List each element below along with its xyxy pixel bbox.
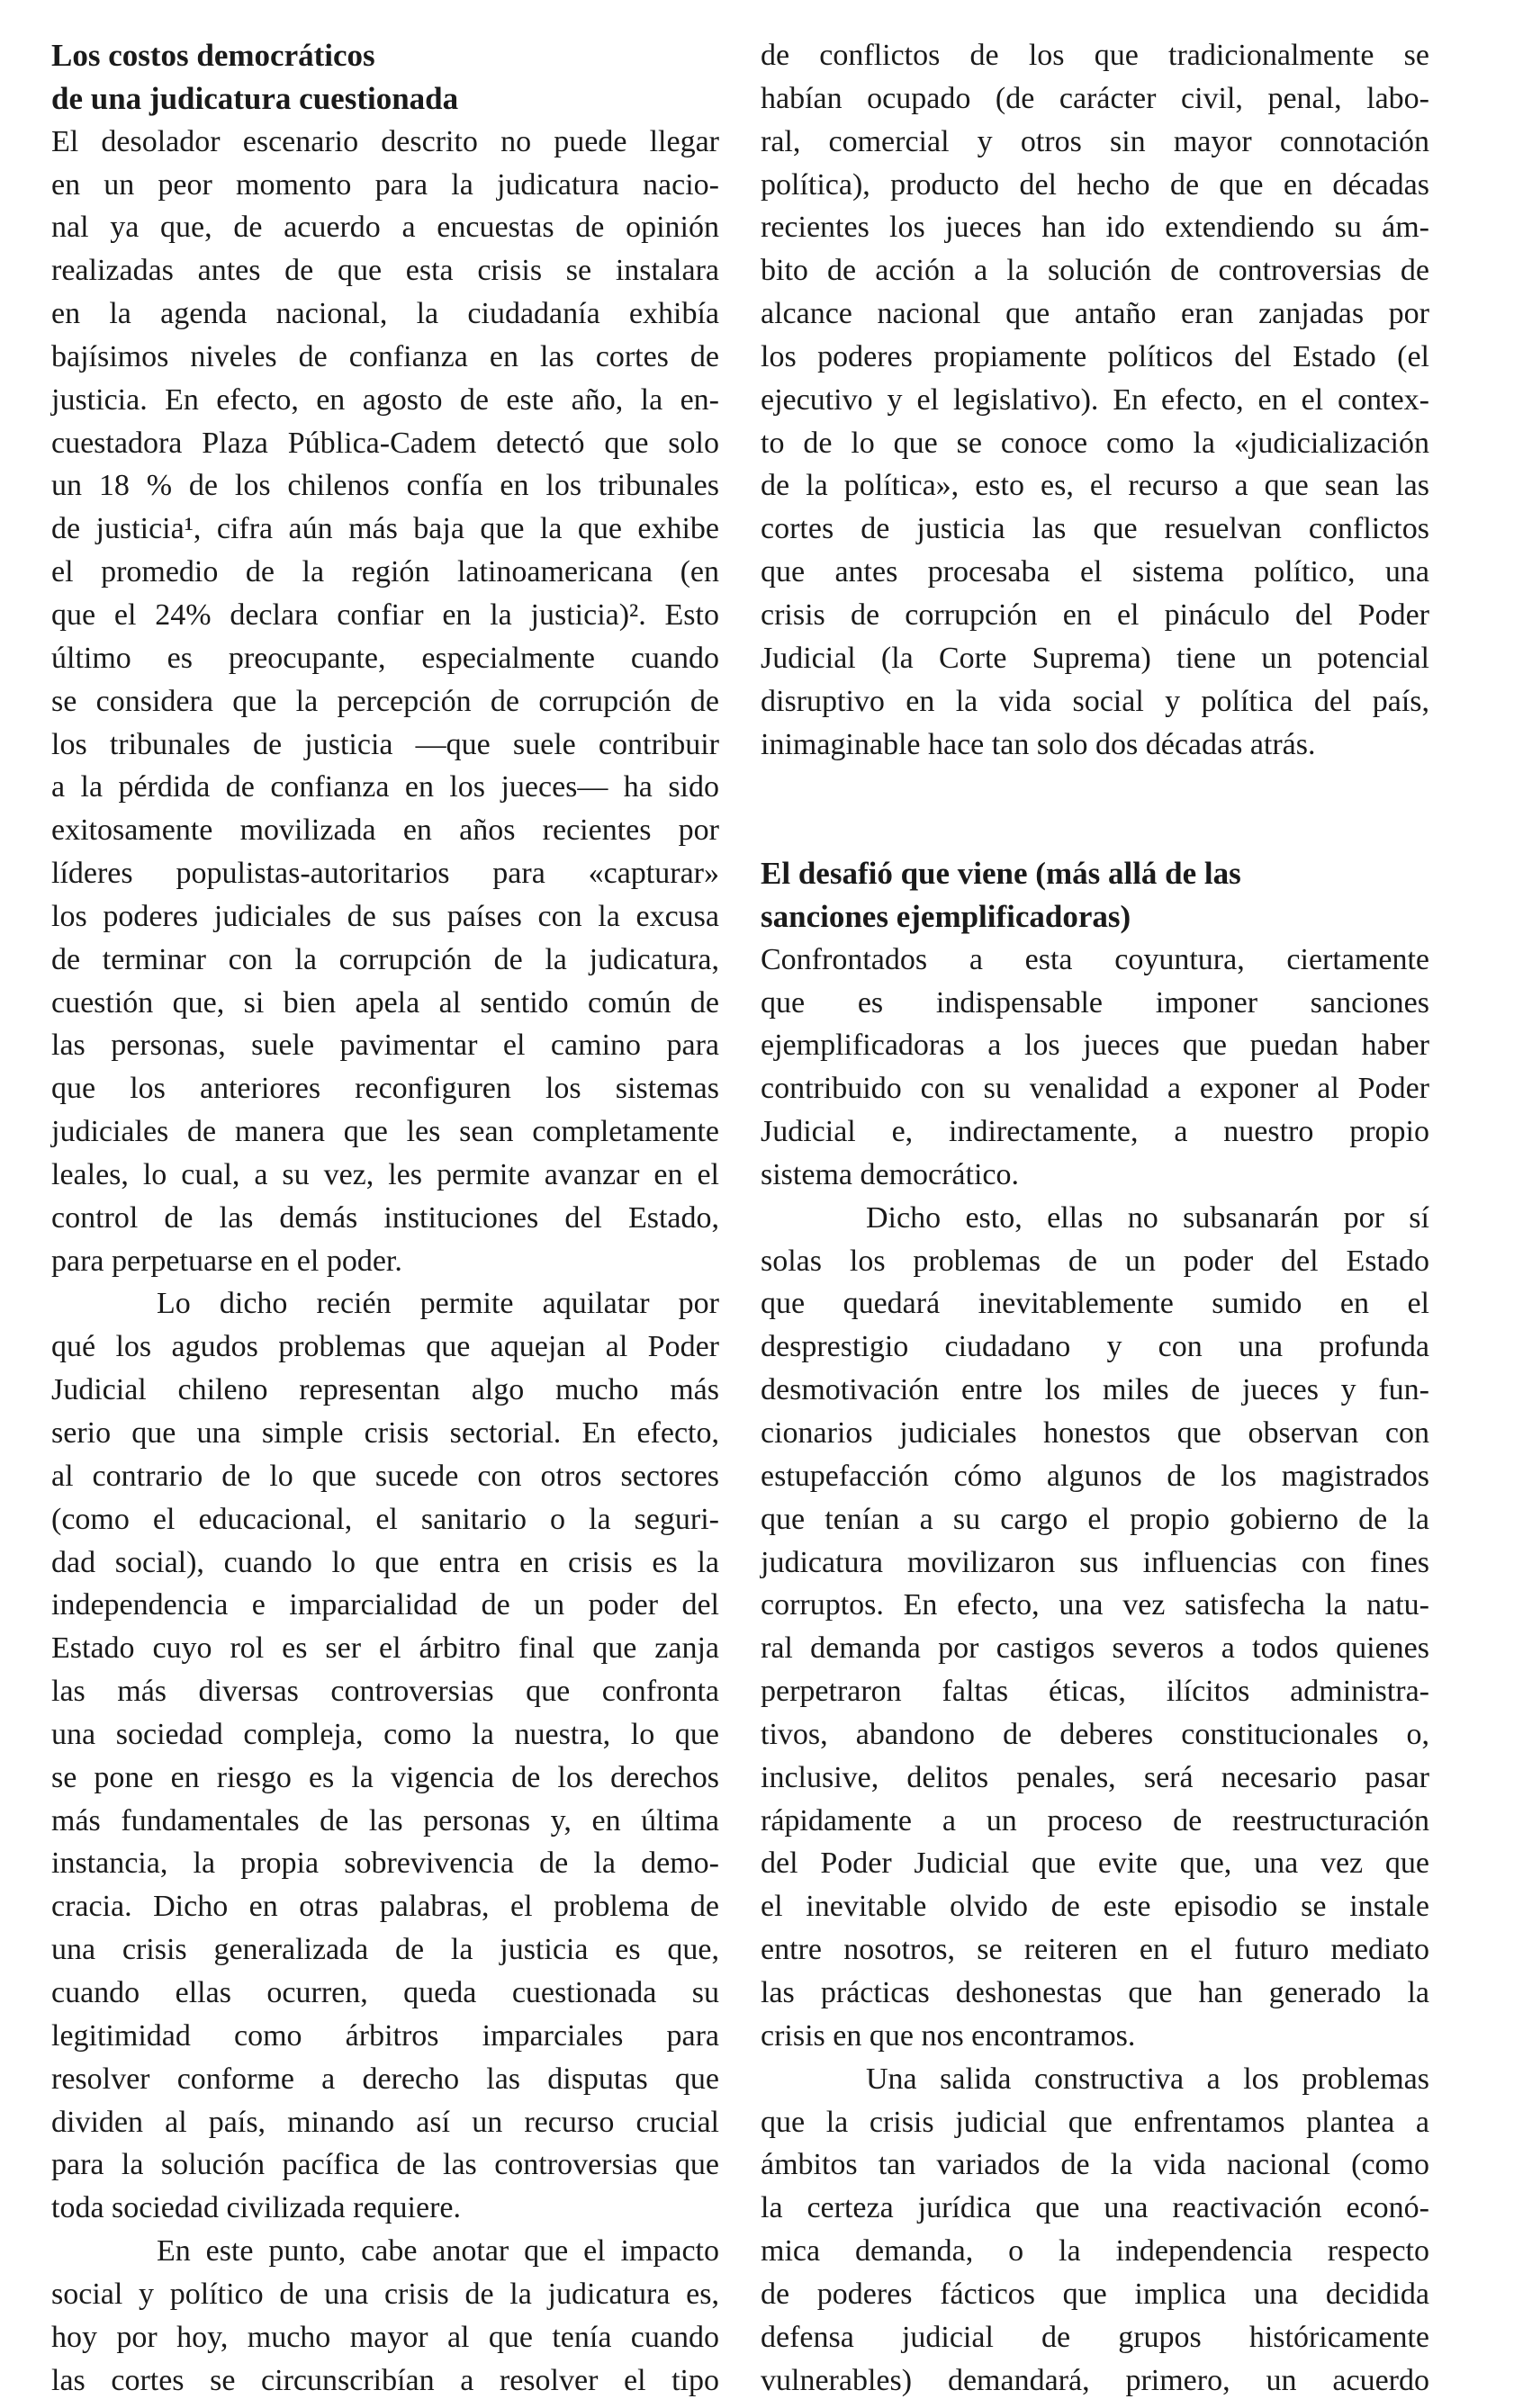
text-line (761, 982, 1429, 1025)
text-line (761, 1928, 1429, 1972)
line-text: desprestigio ciudadano y con una profunda (761, 1330, 1429, 1364)
line-text: bajísimos niveles de confianza en las cortes de (51, 339, 719, 373)
line-text: Judicial chileno representan algo mucho más (51, 1373, 719, 1407)
line-text: vulnerables) demandará, primero, un acuerdo (761, 2363, 1429, 2397)
line-text: a la pérdida de confianza en los jueces— ha sido (51, 770, 719, 804)
text-line (51, 336, 719, 379)
paragraph (51, 2230, 719, 2402)
text-line (51, 121, 719, 164)
line-text: para perpetuarse en el poder. (51, 1244, 402, 1278)
line-text: justicia. En efecto, en agosto de este año, la en- (51, 382, 719, 417)
line-text: independencia e imparcialidad de un poder del (51, 1588, 719, 1622)
line-text: se considera que la percepción de corrupción de (51, 684, 719, 718)
text-line (51, 1067, 719, 1110)
text-line (51, 1757, 719, 1800)
text-line (761, 1154, 1429, 1197)
line-text: sanciones ejemplificadoras) (761, 898, 1131, 934)
line-text: de poderes fácticos que implica una decidida (761, 2277, 1429, 2311)
text-line (761, 551, 1429, 594)
text-line (51, 1154, 719, 1197)
text-line (51, 1627, 719, 1670)
article-column-right (761, 34, 1429, 2402)
line-text: tivos, abandono de deberes constitucionales o, (761, 1717, 1429, 1751)
line-text: Judicial e, indirectamente, a nuestro propio (761, 1115, 1429, 1149)
line-text: habían ocupado (de carácter civil, penal, labo- (761, 81, 1429, 115)
line-text: inimaginable hace tan solo dos décadas atrás. (761, 727, 1316, 761)
line-text: (como el educacional, el sanitario o la seguri- (51, 1502, 719, 1536)
text-line (761, 1369, 1429, 1412)
line-text: que la crisis judicial que enfrentamos plantea a (761, 2105, 1429, 2139)
line-text: que el 24% declara confiar en la justicia)². Esto (51, 598, 719, 632)
text-line (761, 1885, 1429, 1928)
line-text: en la agenda nacional, la ciudadanía exhibía (51, 297, 719, 331)
text-line (51, 1325, 719, 1369)
text-line (761, 508, 1429, 551)
text-line (51, 464, 719, 508)
line-text: más fundamentales de las personas y, en última (51, 1803, 719, 1837)
line-text: el inevitable olvido de este episodio se instale (761, 1890, 1429, 1924)
paragraph (761, 2058, 1429, 2403)
text-line (51, 982, 719, 1025)
line-text: resolver conforme a derecho las disputas que (51, 2062, 719, 2096)
text-line (761, 1670, 1429, 1713)
line-text: cracia. Dicho en otras palabras, el problema de (51, 1890, 719, 1924)
text-line (51, 637, 719, 680)
line-text: cortes de justicia las que resuelvan conflictos (761, 512, 1429, 546)
text-line (51, 852, 719, 895)
line-text: contribuido con su venalidad a exponer al Poder (761, 1072, 1429, 1106)
text-line (51, 1713, 719, 1757)
line-text: que es indispensable imponer sanciones (761, 985, 1429, 1020)
line-text: ral, comercial y otros sin mayor connotación (761, 124, 1429, 158)
text-line (761, 1584, 1429, 1627)
line-text: al contrario de lo que sucede con otros sectores (51, 1459, 719, 1493)
text-line (51, 2058, 719, 2101)
text-line (51, 1842, 719, 1885)
text-line (761, 723, 1429, 767)
text-line (51, 1024, 719, 1067)
text-line (51, 551, 719, 594)
line-text: que los anteriores reconfiguren los sistemas (51, 1072, 719, 1106)
text-line (51, 2230, 719, 2273)
text-line (51, 2101, 719, 2144)
line-text: instancia, la propia sobrevivencia de la demo- (51, 1846, 719, 1881)
text-line (51, 2359, 719, 2403)
text-line (761, 1972, 1429, 2015)
line-text: de una judicatura cuestionada (51, 80, 459, 116)
line-text: dad social), cuando lo que entra en crisis es la (51, 1545, 719, 1579)
text-line (761, 121, 1429, 164)
text-line (761, 1498, 1429, 1541)
line-text: Una salida constructiva a los problemas (866, 2062, 1429, 2096)
line-text: una sociedad compleja, como la nuestra, lo que (51, 1717, 719, 1751)
text-line (761, 2101, 1429, 2144)
text-line (761, 1627, 1429, 1670)
line-text: El desolador escenario descrito no puede llegar (51, 124, 719, 158)
text-line (51, 680, 719, 723)
text-line (51, 206, 719, 249)
section-heading (761, 852, 1429, 939)
paragraph (761, 34, 1429, 766)
line-text: cuestión que, si bien apela al sentido común de (51, 985, 719, 1020)
text-line (51, 1197, 719, 1240)
text-line (761, 464, 1429, 508)
heading-line (51, 77, 719, 121)
text-line (51, 2316, 719, 2359)
line-text: mica demanda, o la independencia respecto (761, 2234, 1429, 2269)
line-text: que antes procesaba el sistema político, una (761, 555, 1429, 589)
line-text: qué los agudos problemas que aquejan al Poder (51, 1330, 719, 1364)
article-column-left (51, 34, 719, 2402)
text-line (51, 1455, 719, 1498)
line-text: cionarios judiciales honestos que observan con (761, 1416, 1429, 1450)
text-line (761, 2273, 1429, 2316)
line-text: ejecutivo y el legislativo). En efecto, en el contex- (761, 382, 1429, 417)
line-text: las más diversas controversias que confronta (51, 1675, 719, 1709)
text-line (761, 379, 1429, 422)
line-text: defensa judicial de grupos históricamente (761, 2320, 1429, 2354)
line-text: líderes populistas-autoritarios para «capturar» (51, 857, 719, 891)
line-text: serio que una simple crisis sectorial. En efecto, (51, 1416, 719, 1450)
heading-line (51, 34, 719, 77)
line-text: crisis en que nos encontramos. (761, 2018, 1136, 2053)
line-text: las cortes se circunscribían a resolver el tipo (51, 2363, 719, 2397)
line-text: ejemplificadoras a los jueces que puedan haber (761, 1029, 1429, 1063)
line-text: inclusive, delitos penales, será necesario pasar (761, 1760, 1429, 1794)
text-line (761, 2316, 1429, 2359)
text-line (761, 1800, 1429, 1843)
text-line (761, 2230, 1429, 2273)
line-text: los poderes judiciales de sus países con la excusa (51, 899, 719, 933)
line-text: cuando ellas ocurren, queda cuestionada su (51, 1975, 719, 2009)
line-text: de conflictos de los que tradicionalmente se (761, 39, 1429, 72)
text-line (761, 1240, 1429, 1283)
text-line (51, 1240, 719, 1283)
text-line (761, 637, 1429, 680)
text-line (51, 249, 719, 292)
text-line (761, 336, 1429, 379)
line-text: corruptos. En efecto, una vez satisfecha la natu- (761, 1588, 1429, 1622)
text-line (761, 2187, 1429, 2230)
text-line (761, 249, 1429, 292)
line-text: una crisis generalizada de la justicia es que, (51, 1933, 719, 1967)
text-line (761, 1024, 1429, 1067)
text-line (51, 1800, 719, 1843)
text-line (51, 2015, 719, 2058)
text-line (51, 1498, 719, 1541)
line-text: Lo dicho recién permite aquilatar por (157, 1287, 719, 1321)
line-text: para la solución pacífica de las controversias que (51, 2148, 719, 2182)
line-text: que tenían a su cargo el propio gobierno de la (761, 1502, 1429, 1536)
text-line (761, 1412, 1429, 1455)
text-line (761, 1110, 1429, 1154)
line-text: Estado cuyo rol es ser el árbitro final que zanja (51, 1631, 719, 1666)
text-line (761, 680, 1429, 723)
line-text: Los costos democráticos (51, 38, 375, 73)
paragraph (51, 1282, 719, 2230)
line-text: El desafió que viene (más allá de las (761, 856, 1241, 892)
text-line (761, 2359, 1429, 2403)
line-text: recientes los jueces han ido extendiendo su ám- (761, 211, 1429, 245)
text-line (51, 1584, 719, 1627)
line-text: sistema democrático. (761, 1157, 1020, 1191)
text-line (51, 939, 719, 982)
text-line (51, 1972, 719, 2015)
line-text: política), producto del hecho de que en décadas (761, 167, 1429, 202)
text-line (761, 1325, 1429, 1369)
heading-line (761, 895, 1429, 939)
line-text: las personas, suele pavimentar el camino para (51, 1029, 719, 1063)
line-text: solas los problemas de un poder del Estado (761, 1244, 1429, 1278)
line-text: to de lo que se conoce como la «judicialización (761, 426, 1429, 460)
text-line (761, 1455, 1429, 1498)
paragraph (761, 939, 1429, 1197)
text-line (761, 164, 1429, 207)
line-text: bito de acción a la solución de controversias de (761, 254, 1429, 288)
line-text: control de las demás instituciones del Estado, (51, 1200, 719, 1235)
line-text: estupefacción cómo algunos de los magistrados (761, 1459, 1429, 1493)
line-text: la certeza jurídica que una reactivación econó- (761, 2191, 1429, 2225)
line-text: del Poder Judicial que evite que, una vez que (761, 1846, 1429, 1881)
paragraph (51, 121, 719, 1283)
text-line (51, 292, 719, 336)
text-line (51, 1541, 719, 1585)
text-line (51, 422, 719, 465)
text-line (761, 422, 1429, 465)
paragraph (761, 1197, 1429, 2058)
text-line (761, 1067, 1429, 1110)
text-line (51, 2187, 719, 2230)
line-text: crisis de corrupción en el pináculo del Poder (761, 598, 1429, 632)
line-text: las prácticas deshonestas que han generado la (761, 1975, 1429, 2009)
text-line (761, 939, 1429, 982)
section-heading (51, 34, 719, 121)
text-line (51, 1412, 719, 1455)
line-text: legitimidad como árbitros imparciales para (51, 2018, 719, 2053)
line-text: el promedio de la región latinoamericana (en (51, 555, 719, 589)
line-text: último es preocupante, especialmente cuando (51, 641, 719, 675)
line-text: judiciales de manera que les sean completamente (51, 1115, 719, 1149)
text-line (761, 1713, 1429, 1757)
line-text: entre nosotros, se reiteren en el futuro mediato (761, 1933, 1429, 1967)
line-text: ámbitos tan variados de la vida nacional (como (761, 2148, 1429, 2182)
text-line (761, 2143, 1429, 2187)
text-line (51, 1369, 719, 1412)
text-line (51, 1928, 719, 1972)
text-line (51, 2273, 719, 2316)
text-line (761, 1541, 1429, 1585)
line-text: Dicho esto, ellas no subsanarán por sí (866, 1200, 1429, 1235)
text-line (51, 1885, 719, 1928)
line-text: realizadas antes de que esta crisis se instalara (51, 254, 719, 288)
text-line (761, 594, 1429, 637)
text-line (761, 206, 1429, 249)
text-line (51, 2143, 719, 2187)
text-line (51, 1282, 719, 1325)
line-text: social y político de una crisis de la judicatura es, (51, 2277, 719, 2311)
line-text: En este punto, cabe anotar que el impacto (157, 2234, 719, 2269)
text-line (51, 766, 719, 809)
line-text: de terminar con la corrupción de la judicatura, (51, 942, 719, 976)
text-line (51, 379, 719, 422)
line-text: rápidamente a un proceso de reestructuración (761, 1803, 1429, 1837)
text-line (761, 77, 1429, 121)
text-line (51, 594, 719, 637)
line-text: un 18 % de los chilenos confía en los tribunales (51, 469, 719, 503)
line-text: se pone en riesgo es la vigencia de los derechos (51, 1760, 719, 1794)
line-text: hoy por hoy, mucho mayor al que tenía cuando (51, 2320, 719, 2354)
text-line (51, 164, 719, 207)
line-text: los poderes propiamente políticos del Estado (el (761, 339, 1429, 373)
line-text: perpetraron faltas éticas, ilícitos administra- (761, 1675, 1429, 1709)
line-text: de la política», esto es, el recurso a que sean las (761, 469, 1429, 503)
line-text: dividen al país, minando así un recurso crucial (51, 2105, 719, 2139)
line-text: desmotivación entre los miles de jueces y fun- (761, 1373, 1429, 1407)
text-line (51, 1670, 719, 1713)
text-line (761, 2058, 1429, 2101)
spacer (761, 809, 1429, 852)
line-text: alcance nacional que antaño eran zanjadas por (761, 297, 1429, 331)
heading-line (761, 852, 1429, 895)
text-line (51, 1110, 719, 1154)
text-line (761, 34, 1429, 77)
line-text: de justicia¹, cifra aún más baja que la que exhibe (51, 512, 719, 546)
text-line (761, 1757, 1429, 1800)
text-line (761, 1282, 1429, 1325)
line-text: nal ya que, de acuerdo a encuestas de opinión (51, 211, 719, 245)
text-line (761, 1197, 1429, 1240)
text-line (51, 895, 719, 939)
text-line (51, 508, 719, 551)
line-text: Judicial (la Corte Suprema) tiene un potencial (761, 641, 1429, 675)
line-text: cuestadora Plaza Pública-Cadem detectó que solo (51, 426, 719, 460)
text-line (51, 809, 719, 852)
line-text: Confrontados a esta coyuntura, ciertamente (761, 942, 1429, 976)
line-text: toda sociedad civilizada requiere. (51, 2191, 461, 2225)
line-text: ral demanda por castigos severos a todos quienes (761, 1631, 1429, 1666)
line-text: que quedará inevitablemente sumido en el (761, 1287, 1429, 1321)
line-text: judicatura movilizaron sus influencias con fines (761, 1545, 1429, 1579)
text-line (761, 1842, 1429, 1885)
line-text: leales, lo cual, a su vez, les permite avanzar en el (51, 1157, 719, 1191)
text-line (761, 292, 1429, 336)
line-text: en un peor momento para la judicatura nacio- (51, 167, 719, 202)
text-line (761, 2015, 1429, 2058)
text-line (51, 723, 719, 767)
spacer (761, 766, 1429, 809)
line-text: disruptivo en la vida social y política del país, (761, 684, 1429, 718)
line-text: los tribunales de justicia —que suele contribuir (51, 727, 719, 761)
line-text: exitosamente movilizada en años recientes por (51, 813, 719, 848)
